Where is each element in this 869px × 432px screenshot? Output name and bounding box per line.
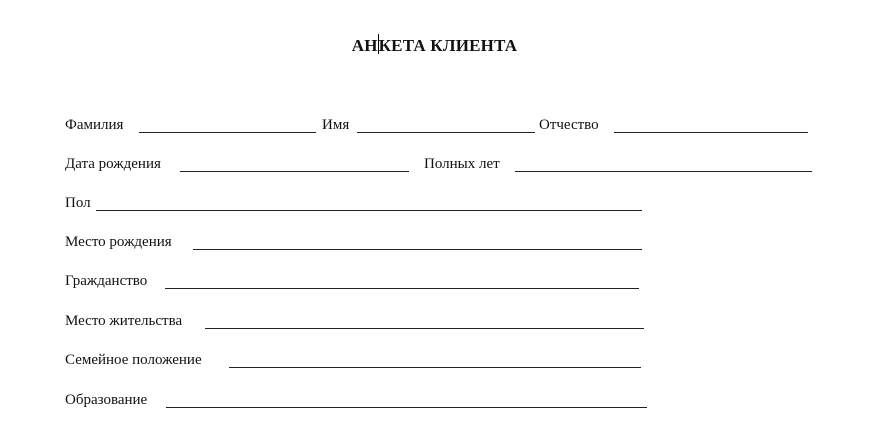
full-years-label: Полных лет	[424, 156, 500, 172]
document-title	[0, 34, 869, 56]
title-text-end: КЕТА КЛИЕНТА	[378, 36, 518, 55]
first-name-field[interactable]	[357, 132, 535, 133]
gender-label: Пол	[65, 195, 91, 211]
patronymic-label: Отчество	[539, 117, 599, 133]
birth-date-field[interactable]	[180, 171, 409, 172]
education-label: Образование	[65, 392, 148, 408]
citizenship-field[interactable]	[165, 288, 639, 289]
citizenship-label: Гражданство	[65, 273, 148, 289]
marital-status-label: Семейное положение	[65, 352, 202, 368]
first-name-label: Имя	[322, 117, 350, 133]
last-name-label: Фамилия	[65, 117, 124, 133]
birth-place-field[interactable]	[193, 249, 642, 250]
patronymic-field[interactable]	[614, 132, 808, 133]
full-years-field[interactable]	[515, 171, 812, 172]
marital-status-field[interactable]	[229, 367, 641, 368]
residence-field[interactable]	[205, 328, 644, 329]
residence-label: Место жительства	[65, 313, 183, 329]
birth-date-label: Дата рождения	[65, 156, 161, 172]
education-field[interactable]	[166, 407, 647, 408]
gender-field[interactable]	[96, 210, 642, 211]
last-name-field[interactable]	[139, 132, 316, 133]
title-text-start: АН	[351, 36, 378, 55]
birth-place-label: Место рождения	[65, 234, 172, 250]
